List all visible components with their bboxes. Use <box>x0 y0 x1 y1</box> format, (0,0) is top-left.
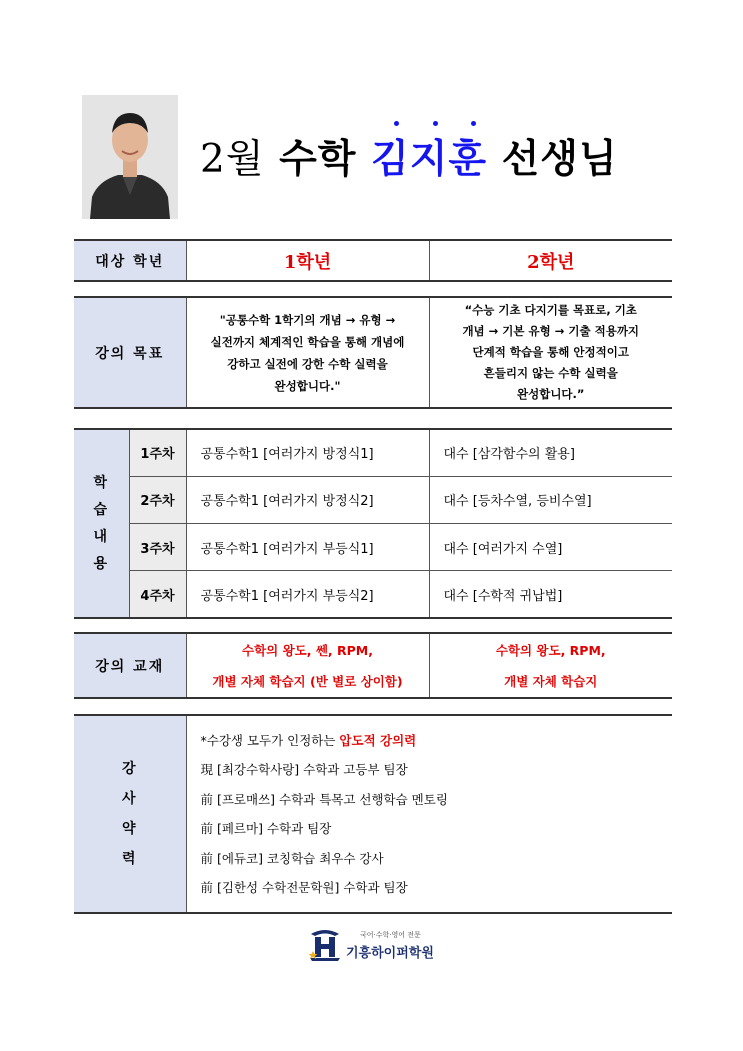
week-grade1: 공통수학1 [여러가지 부등식2] <box>186 571 429 618</box>
week-grade1: 공통수학1 [여러가지 방정식2] <box>186 476 429 523</box>
career-item: 前 [페르마] 수학과 팀장 <box>200 821 332 836</box>
title-suffix: 선생님 <box>501 137 618 182</box>
career-item: 前 [프로매쓰] 수학과 특목고 선행학습 멘토링 <box>200 791 448 807</box>
logo-name: 기흥하이퍼학원 <box>346 946 434 961</box>
career-item: 前 [에듀코] 코칭학습 최우수 강사 <box>200 850 384 866</box>
week-label: 1주차 <box>129 429 186 476</box>
content-table <box>74 428 672 619</box>
content-label: 학 습 내 용 <box>74 429 129 618</box>
teacher-photo <box>82 95 178 219</box>
career-list <box>186 715 672 913</box>
career-intro: *수강생 모두가 인정하는 압도적 강의력 <box>200 732 417 748</box>
week-grade1: 공통수학1 [여러가지 부등식1] <box>186 524 429 571</box>
goal-table <box>74 296 672 409</box>
logo-subtitle: 국어·수학·영어 전문 <box>360 931 421 939</box>
goal-grade1: "공통수학 1학기의 개념 → 유형 → 실전까지 체계적인 학습을 통해 개념에 강하고 실전에 강한 수학 실력을 완성합니다." <box>186 297 429 408</box>
week-label: 3주차 <box>129 524 186 571</box>
title-subject: 수학 <box>279 137 357 182</box>
books-grade2: 수학의 왕도, RPM, 개별 자체 학습지 <box>429 633 672 698</box>
week-grade2: 대수 [등차수열, 등비수열] <box>429 476 672 523</box>
career-item: 前 [김한성 수학전문학원] 수학과 팀장 <box>200 880 408 895</box>
books-table <box>74 632 672 699</box>
week-grade2: 대수 [삼각함수의 활용] <box>429 429 672 476</box>
title-month: 2월 <box>200 137 265 182</box>
career-table <box>74 714 672 914</box>
grade-label: 대상 학년 <box>74 240 186 281</box>
career-label: 강 사 약 력 <box>74 715 186 913</box>
goal-label: 강의 목표 <box>74 297 186 408</box>
books-grade1: 수학의 왕도, 쎈, RPM, 개별 자체 학습지 (반 별로 상이함) <box>186 633 429 698</box>
academy-logo-icon <box>308 928 342 962</box>
academy-logo <box>308 924 458 964</box>
goal-grade2: “수능 기초 다지기를 목표로, 기초 개념 → 기본 유형 → 기출 적용까지 단계적 학습을 통해 안정적이고 흔들리지 않는 수학 실력을 완성합니다.” <box>429 297 672 408</box>
page-title <box>200 128 618 184</box>
grade-table <box>74 239 672 282</box>
week-grade2: 대수 [수학적 귀납법] <box>429 571 672 618</box>
week-grade2: 대수 [여러가지 수열] <box>429 524 672 571</box>
grade-1: 1학년 <box>186 240 429 281</box>
title-teacher-name: 김지훈 <box>371 137 487 182</box>
week-label: 2주차 <box>129 476 186 523</box>
week-grade1: 공통수학1 [여러가지 방정식1] <box>186 429 429 476</box>
grade-2: 2학년 <box>429 240 672 281</box>
emphasis-dots <box>377 121 493 126</box>
week-label: 4주차 <box>129 571 186 618</box>
books-label: 강의 교재 <box>74 633 186 698</box>
career-item: 現 [최강수학사랑] 수학과 고등부 팀장 <box>200 762 408 777</box>
